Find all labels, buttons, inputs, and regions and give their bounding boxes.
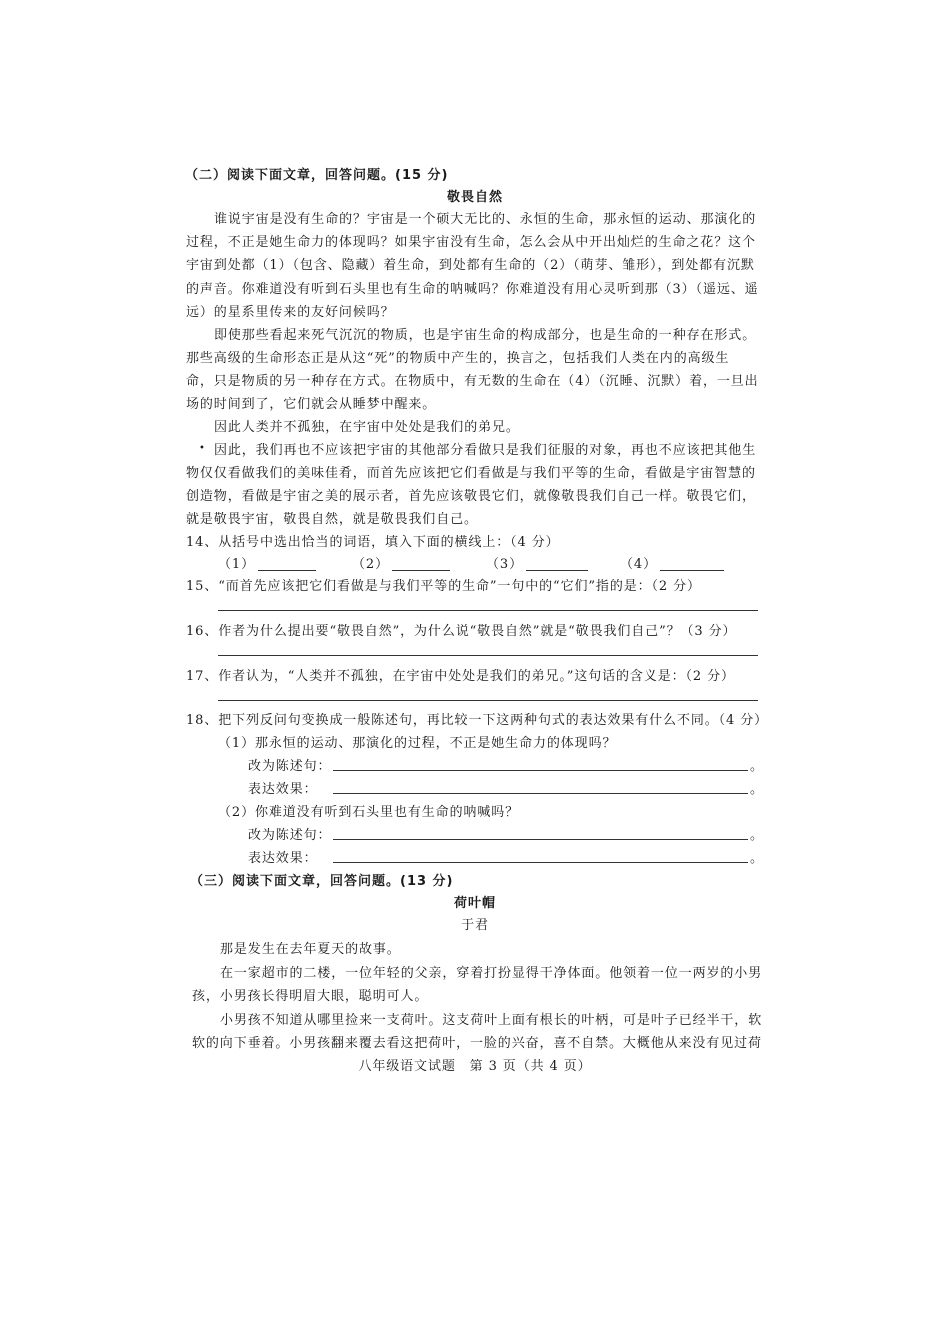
question-18: 18、把下列反问句变换成一般陈述句，再比较一下这两种句式的表达效果有什么不同。（4 分）	[186, 713, 769, 728]
paragraph-line: 命，只是物质的另一种存在方式。在物质中，有无数的生命在（4）（沉睡、沉默）着，一旦出	[186, 374, 759, 389]
period-mark: 。	[750, 759, 764, 774]
q14-option-label: （1）	[218, 557, 255, 572]
q14-blank-3[interactable]	[526, 570, 588, 571]
paragraph-line: 远）的星系里传来的友好问候吗？	[186, 305, 395, 320]
paragraph-line: 孩，小男孩长得明眉大眼，聪明可人。	[192, 989, 429, 1004]
effect-label: 表达效果：	[248, 782, 318, 797]
q18-2-change-line[interactable]	[333, 839, 748, 840]
change-label: 改为陈述句：	[248, 759, 332, 774]
paragraph-line: 谁说宇宙是没有生命的？宇宙是一个硕大无比的、永恒的生命，那永恒的运动、那演化的	[214, 212, 757, 227]
paragraph-line: 物仅仅看做我们的美味佳肴，而首先应该把它们看做是与我们平等的生命，看做是宇宙智慧的	[186, 466, 756, 481]
q15-answer-line[interactable]	[218, 610, 758, 611]
q14-blank-1[interactable]	[258, 570, 316, 571]
paragraph-line: 宇宙到处都（1）（包含、隐藏）着生命，到处都有生命的（2）（萌芽、雏形），到处都有沉默	[186, 258, 755, 273]
q16-answer-line[interactable]	[218, 655, 758, 656]
paragraph-line: 小男孩不知道从哪里捡来一支荷叶。这支荷叶上面有根长的叶柄，可是叶子已经半干，软	[220, 1013, 763, 1028]
q14-option-label: （3）	[486, 557, 523, 572]
bullet-dot: •	[199, 443, 205, 454]
paragraph-line: 场的时间到了，它们就会从睡梦中醒来。	[186, 397, 437, 412]
period-mark: 。	[750, 782, 764, 797]
section2-heading: （二）阅读下面文章，回答问题。(15 分)	[185, 168, 449, 183]
q14-blank-2[interactable]	[392, 570, 450, 571]
effect-label: 表达效果：	[248, 851, 318, 866]
q18-sub-1: （1）那永恒的运动、那演化的过程，不正是她生命力的体现吗？	[218, 736, 617, 751]
q18-2-effect-line[interactable]	[333, 862, 748, 863]
period-mark: 。	[750, 828, 764, 843]
article-title-2: 荷叶帽	[453, 896, 496, 911]
paragraph-line: 软的向下垂着。小男孩翻来覆去看这把荷叶，一脸的兴奋，喜不自禁。大概他从来没有见过荷	[192, 1036, 762, 1051]
q18-1-effect-line[interactable]	[333, 793, 748, 794]
paragraph-line: 因此，我们再也不应该把宇宙的其他部分看做只是我们征服的对象，再也不应该把其他生	[214, 443, 757, 458]
change-label: 改为陈述句：	[248, 828, 332, 843]
paragraph-line: 即使那些看起来死气沉沉的物质，也是宇宙生命的构成部分，也是生命的一种存在形式。	[214, 328, 757, 343]
question-15: 15、“而首先应该把它们看做是与我们平等的生命”一句中的“它们”指的是：（2 分）	[186, 579, 701, 594]
paragraph-line: 的声音。你难道没有听到石头里也有生命的呐喊吗？你难道没有用心灵听到那（3）（遥远、遥	[186, 282, 759, 297]
paragraph-line: 过程，不正是她生命力的体现吗？如果宇宙没有生命，怎么会从中开出灿烂的生命之花？这个	[186, 235, 756, 250]
article-title: 敬畏自然	[446, 190, 503, 205]
q14-option-label: （4）	[620, 557, 657, 572]
paragraph-line: 因此人类并不孤独，在宇宙中处处是我们的弟兄。	[214, 420, 520, 435]
paragraph-line: 在一家超市的二楼，一位年轻的父亲，穿着打扮显得干净体面。他领着一位一两岁的小男	[220, 966, 763, 981]
paragraph-line: 就是敬畏宇宙，敬畏自然，就是敬畏我们自己。	[186, 512, 478, 527]
q18-sub-2: （2）你难道没有听到石头里也有生命的呐喊吗？	[218, 805, 520, 820]
q14-option-label: （2）	[352, 557, 389, 572]
paragraph-line: 创造物，看做是宇宙之美的展示者，首先应该敬畏它们，就像敬畏我们自己一样。敬畏它们，	[186, 489, 756, 504]
page-footer: 八年级语文试题 第 3 页（共 4 页）	[358, 1059, 592, 1074]
section3-heading: （三）阅读下面文章，回答问题。(13 分)	[190, 874, 454, 889]
paragraph-line: 那些高级的生命形态正是从这“死”的物质中产生的，换言之，包括我们人类在内的高级生	[186, 351, 730, 366]
period-mark: 。	[750, 851, 764, 866]
question-17: 17、作者认为，“人类并不孤独，在宇宙中处处是我们的弟兄。”这句话的含义是：（2 分）	[186, 669, 735, 684]
q17-answer-line[interactable]	[218, 700, 758, 701]
question-16: 16、作者为什么提出要“敬畏自然”，为什么说“敬畏自然”就是“敬畏我们自己”？（3 分）	[186, 624, 737, 639]
q14-blank-4[interactable]	[660, 570, 724, 571]
q18-1-change-line[interactable]	[333, 770, 748, 771]
paragraph-line: 那是发生在去年夏天的故事。	[220, 942, 401, 957]
question-14: 14、从括号中选出恰当的词语，填入下面的横线上：（4 分）	[186, 535, 560, 550]
article-author: 于君	[461, 918, 489, 933]
